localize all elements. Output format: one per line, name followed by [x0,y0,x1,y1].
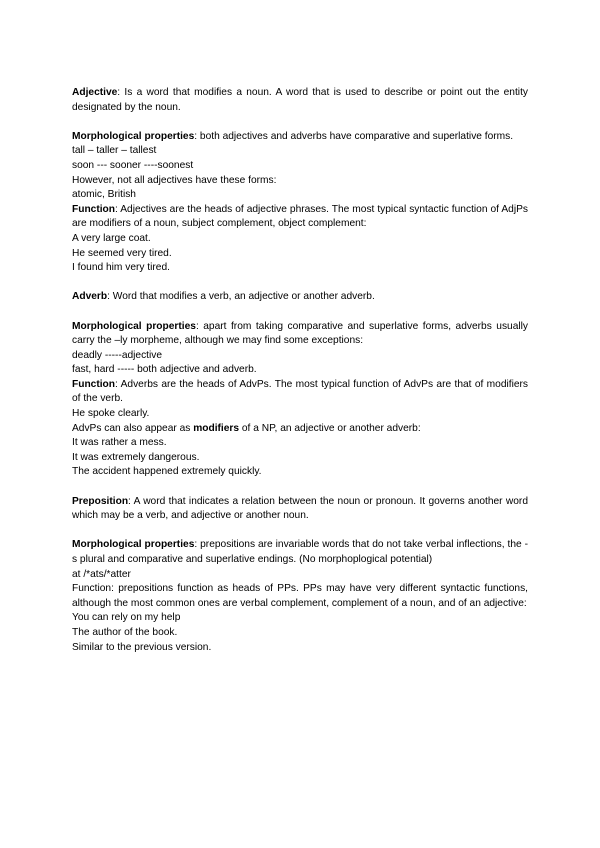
adjective-sentence: A very large coat. [72,232,151,244]
adverb-function-text: : Adverbs are the heads of AdvPs. The most typical function of AdvPs are that of modifiers of the verb. [72,378,528,405]
preposition-sentence: Similar to the previous version. [72,641,212,653]
adverb-modifiers-term: modifiers [193,422,240,434]
preposition-morph-term: Morphological properties [72,539,195,551]
preposition-definition-text: : A word that indicates a relation between the noun or pronoun. It governs another word which may be a verb, and adjective or another noun. [72,495,528,522]
adjective-sentence: I found him very tired. [72,262,170,274]
adverb-morph-text: : apart from taking comparative and superlative forms, adverbs usually carry the –ly morpheme, although we may find some exceptions: [72,320,529,347]
adverb-sentence: The accident happened extremely quickly. [72,466,262,478]
adjective-morphology [72,130,528,145]
adjective-function-term: Function [72,203,116,215]
preposition-sentence: You can rely on my help [72,612,181,624]
adverb-example: deadly -----adjective [72,349,163,361]
adverb-definition [72,290,528,305]
adverb-example: fast, hard ----- both adjective and adverb. [72,364,257,376]
adverb-modifiers [72,422,528,437]
adverb-function-term: Function [72,378,116,390]
preposition-definition [72,495,528,524]
adverb-definition-text: : Word that modifies a verb, an adjective or another adverb. [107,291,375,303]
adjective-example: soon --- sooner ----soonest [72,159,194,171]
adjective-example: However, not all adjectives have these forms: [72,174,277,186]
adverb-modifiers-post: of a NP, an adjective or another adverb: [239,422,421,434]
adjective-example: atomic, British [72,189,136,201]
adverb-modifiers-pre: AdvPs can also appear as [72,422,194,434]
preposition-example: at /*ats/*atter [72,568,131,580]
adjective-function [72,203,528,232]
preposition-morphology [72,538,528,567]
preposition-sentence: The author of the book. [72,626,178,638]
adverb-sentence: He spoke clearly. [72,408,150,420]
adjective-sentence: He seemed very tired. [72,247,172,259]
adjective-definition [72,86,528,115]
adverb-morph-term: Morphological properties [72,320,196,332]
adjective-morph-term: Morphological properties [72,130,195,142]
adverb-morphology [72,320,528,349]
adjective-term: Adjective [72,87,118,98]
adverb-term: Adverb [72,291,108,303]
adjective-function-text: : Adjectives are the heads of adjective phrases. The most typical syntactic function of AdjPs are modifiers of a noun, subject complement, object complement: [72,203,528,230]
preposition-term: Preposition [72,495,129,507]
adjective-morph-text: : both adjectives and adverbs have comparative and superlative forms. [194,130,514,142]
adverb-function [72,378,528,407]
adverb-sentence: It was rather a mess. [72,437,167,449]
adverb-sentence: It was extremely dangerous. [72,451,200,463]
preposition-function: Function: prepositions function as heads of PPs. PPs may have very different syntactic functions, although the most common ones are verbal complement, complement of a noun, and of an adjective: [72,583,528,609]
preposition-morph-text: : prepositions are invariable words that do not take verbal inflections, the -s plural and comparative and superlative endings. (No morphoplogical potential) [72,539,528,565]
document-page [72,86,528,655]
adjective-example: tall – taller – tallest [72,145,157,157]
adjective-definition-text: : Is a word that modifies a noun. A word that is used to describe or point out the entity designated by the noun. [72,87,528,113]
